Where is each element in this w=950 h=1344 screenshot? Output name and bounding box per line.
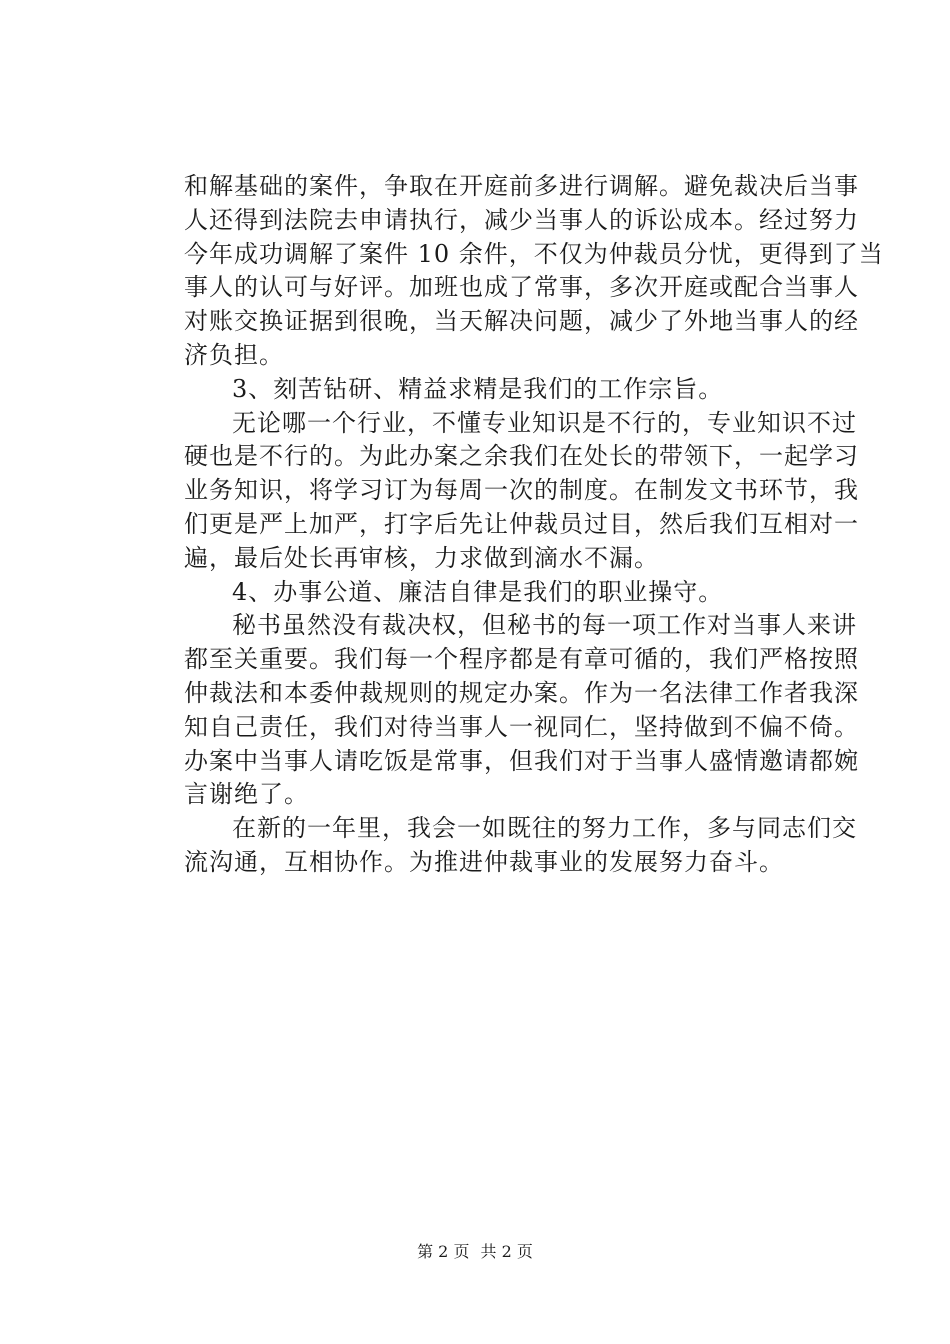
text-line: 流沟通，互相协作。为推进仲裁事业的发展努力奋斗。	[184, 847, 784, 876]
text-line: 对账交换证据到很晚，当天解决问题，减少了外地当事人的经	[184, 307, 859, 336]
text-line: 言谢绝了。	[184, 780, 309, 809]
page-footer	[0, 1242, 950, 1262]
text-line: 硬也是不行的。为此办案之余我们在处长的带领下，一起学习	[184, 442, 859, 471]
text-line: 济负担。	[184, 340, 284, 369]
text-line: 知自己责任，我们对待当事人一视同仁，坚持做到不偏不倚。	[184, 712, 859, 741]
document-body	[184, 170, 884, 880]
text-line: 4、办事公道、廉洁自律是我们的职业操守。	[232, 577, 724, 606]
text-line: 都至关重要。我们每一个程序都是有章可循的，我们严格按照	[184, 645, 859, 674]
text-line: 人还得到法院去申请执行，减少当事人的诉讼成本。经过努力	[184, 205, 859, 234]
text-line: 今年成功调解了案件 10 余件，不仅为仲裁员分忧，更得到了当	[184, 239, 884, 268]
text-line: 和解基础的案件，争取在开庭前多进行调解。避免裁决后当事	[184, 172, 859, 200]
text-line: 秘书虽然没有裁决权，但秘书的每一项工作对当事人来讲	[232, 611, 857, 640]
text-line: 3、刻苦钻研、精益求精是我们的工作宗旨。	[232, 374, 724, 403]
text-line: 仲裁法和本委仲裁规则的规定办案。作为一名法律工作者我深	[184, 678, 859, 707]
text-line: 们更是严上加严，打字后先让仲裁员过目，然后我们互相对一	[184, 509, 859, 538]
text-line: 在新的一年里，我会一如既往的努力工作，多与同志们交	[232, 814, 857, 843]
text-line: 业务知识，将学习订为每周一次的制度。在制发文书环节，我	[184, 476, 859, 505]
text-line: 无论哪一个行业，不懂专业知识是不行的，专业知识不过	[232, 408, 857, 437]
text-line: 事人的认可与好评。加班也成了常事，多次开庭或配合当事人	[184, 273, 859, 302]
text-line: 办案中当事人请吃饭是常事，但我们对于当事人盛情邀请都婉	[184, 746, 859, 775]
page-total: 共 2 页	[480, 1242, 533, 1261]
text-line: 遍，最后处长再审核，力求做到滴水不漏。	[184, 543, 659, 572]
page-number: 第 2 页	[417, 1242, 470, 1261]
